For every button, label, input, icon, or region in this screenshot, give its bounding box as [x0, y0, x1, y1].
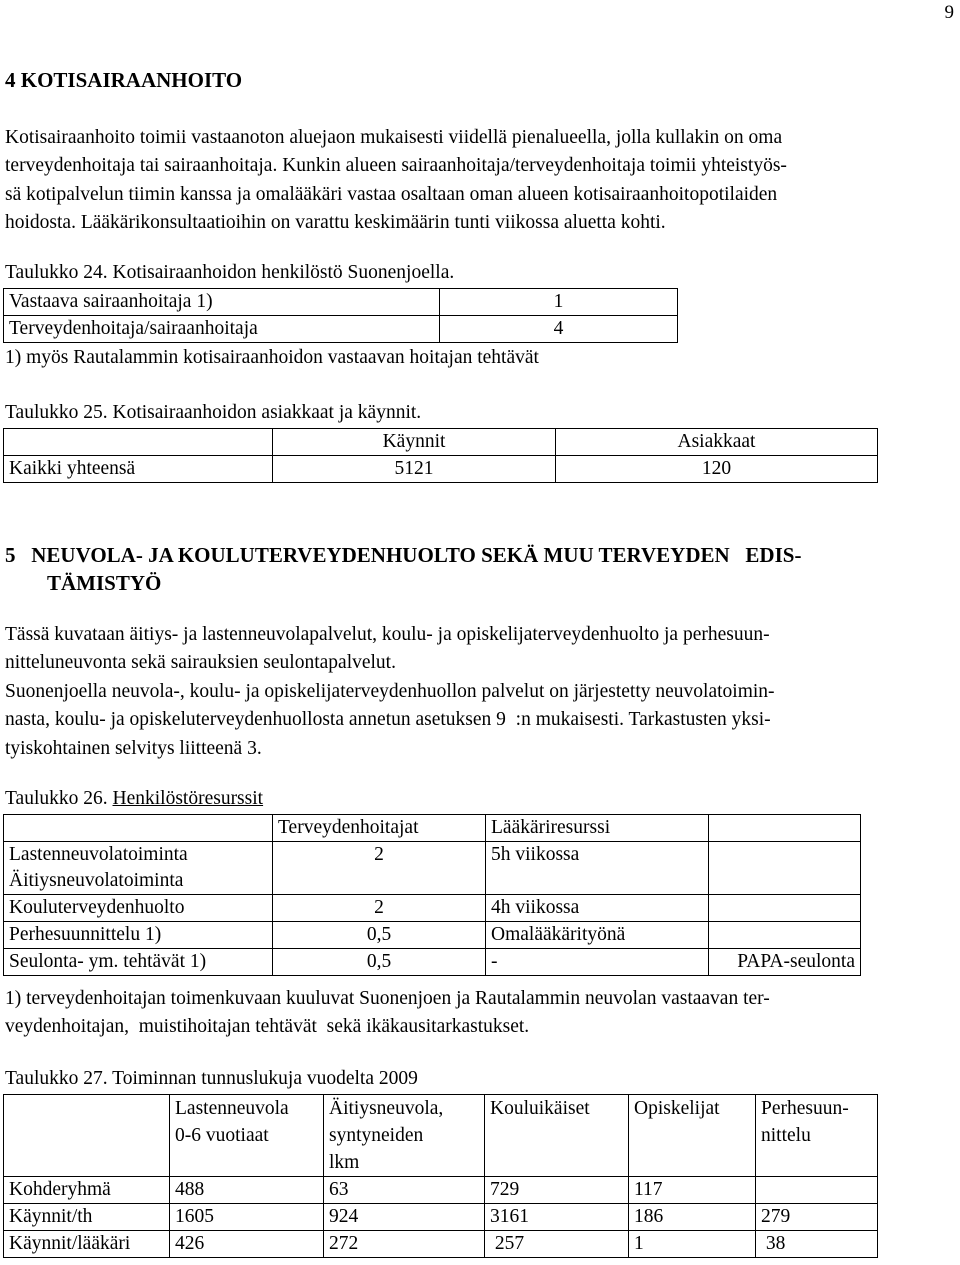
table-header-cell: [4, 815, 273, 842]
table-cell: [709, 842, 861, 895]
footnote-line: veydenhoitajan, muistihoitajan tehtävät sekä ikäkausitarkastukset.: [5, 1016, 530, 1038]
table-27-caption: Taulukko 27. Toiminnan tunnuslukuja vuodelta 2009: [5, 1068, 418, 1089]
table-header-cell: Asiakkaat: [556, 429, 878, 456]
paragraph-line: Kotisairaanhoito toimii vastaanoton aluejaon mukaisesti viidellä pienalueella, jolla kullakin on oma: [5, 127, 783, 148]
table-cell: Vastaava sairaanhoitaja 1): [4, 289, 440, 316]
table-cell: 63: [324, 1177, 485, 1204]
table-24-footnote: 1) myös Rautalammin kotisairaanhoidon vastaavan hoitajan tehtävät: [5, 347, 539, 368]
table-cell: 0,5: [273, 921, 486, 948]
table-cell: [709, 894, 861, 921]
table-row: [4, 456, 878, 483]
table-header-cell: [4, 429, 273, 456]
table-cell: 4h viikossa: [486, 894, 709, 921]
table-header-cell: Kouluikäiset: [485, 1095, 629, 1177]
table-cell: [709, 921, 861, 948]
table-cell: 257: [485, 1231, 629, 1258]
table-header-cell: [709, 815, 861, 842]
table-cell: 1: [629, 1231, 756, 1258]
table-26-caption-title: Henkilöstöresurssit: [112, 788, 264, 809]
table-row: [4, 1095, 878, 1177]
section-5-paragraph-2: [5, 678, 953, 763]
table-row: [4, 842, 861, 895]
table-header-cell: Käynnit: [273, 429, 556, 456]
paragraph-line: sä kotipalvelun tiimin kanssa ja omalääkäri vastaa osaltaan oman alueen kotisairaanhoitopotilaiden: [5, 183, 778, 205]
section-5-heading-line1: 5 NEUVOLA- JA KOULUTERVEYDENHUOLTO SEKÄ MUU TERVEYDEN EDIS-: [5, 543, 802, 567]
table-row: [4, 894, 861, 921]
table-cell: 488: [170, 1177, 324, 1204]
section-4-heading: 4 KOTISAIRAANHOITO: [5, 68, 243, 92]
paragraph-line: Tässä kuvataan äitiys- ja lastenneuvolapalvelut, koulu- ja opiskelijaterveydenhuolto ja perhesuun-: [5, 624, 770, 645]
header-line: syntyneiden: [329, 1125, 424, 1146]
table-cell: [4, 842, 273, 895]
table-row: [4, 1204, 878, 1231]
header-line: Perhesuun-: [761, 1098, 849, 1119]
table-cell: 0,5: [273, 948, 486, 975]
table-row: [4, 316, 678, 343]
table-row: [4, 921, 861, 948]
table-cell: 2: [273, 842, 486, 895]
table-row: [4, 948, 861, 975]
paragraph-line: terveydenhoitaja tai sairaanhoitaja. Kunkin alueen sairaanhoitaja/terveydenhoitaja toimii yhteistyös-: [5, 155, 787, 177]
paragraph-line: nitteluneuvonta sekä sairauksien seulontapalvelut.: [5, 652, 396, 674]
table-cell: [756, 1177, 878, 1204]
table-cell: 38: [756, 1231, 878, 1258]
footnote-line: 1) terveydenhoitajan toimenkuvaan kuuluvat Suonenjoen ja Rautalammin neuvolan vastaavan ter-: [5, 988, 770, 1009]
table-cell: Kaikki yhteensä: [4, 456, 273, 483]
table-header-cell: [4, 1095, 170, 1177]
table-cell: Terveydenhoitaja/sairaanhoitaja: [4, 316, 440, 343]
table-cell: 120: [556, 456, 878, 483]
section-5-heading-line2: TÄMISTYÖ: [47, 571, 162, 595]
table-cell: 5121: [273, 456, 556, 483]
table-cell: Seulonta- ym. tehtävät 1): [4, 948, 273, 975]
paragraph-line: tyiskohtainen selvitys liitteenä 3.: [5, 737, 262, 759]
table-cell: 426: [170, 1231, 324, 1258]
table-cell: Käynnit/lääkäri: [4, 1231, 170, 1258]
table-cell: 279: [756, 1204, 878, 1231]
table-cell: 924: [324, 1204, 485, 1231]
table-cell: PAPA-seulonta: [709, 948, 861, 975]
table-header-cell: Opiskelijat: [629, 1095, 756, 1177]
table-cell: 117: [629, 1177, 756, 1204]
table-cell: 1: [440, 289, 678, 316]
table-cell: Omalääkärityönä: [486, 921, 709, 948]
table-26-footnote: [5, 985, 953, 1042]
table-cell: 3161: [485, 1204, 629, 1231]
table-cell: 5h viikossa: [486, 842, 709, 895]
table-24: [3, 288, 678, 343]
table-cell: 186: [629, 1204, 756, 1231]
header-line: Lastenneuvola: [175, 1098, 289, 1119]
paragraph-line: nasta, koulu- ja opiskeluterveydenhuollosta annetun asetuksen 9 :n mukaisesti. Tarkastusten yksi-: [5, 709, 771, 731]
paragraph-line: hoidosta. Lääkärikonsultaatioihin on varattu keskimäärin tunti viikossa aluetta kohti.: [5, 211, 666, 233]
table-row: [4, 429, 878, 456]
table-cell: 729: [485, 1177, 629, 1204]
table-header-cell: Terveydenhoitajat: [273, 815, 486, 842]
table-cell: Perhesuunnittelu 1): [4, 921, 273, 948]
table-header-cell: Lääkäriresurssi: [486, 815, 709, 842]
section-4-paragraph: [5, 124, 953, 237]
header-line: nittelu: [761, 1125, 811, 1146]
table-26-caption-prefix: Taulukko 26.: [5, 788, 113, 809]
header-line: Äitiysneuvola,: [329, 1098, 444, 1119]
table-24-caption: Taulukko 24. Kotisairaanhoidon henkilöstö Suonenjoella.: [5, 262, 455, 283]
table-26: [3, 814, 861, 976]
table-cell: -: [486, 948, 709, 975]
header-line: lkm: [329, 1152, 360, 1173]
table-row: [4, 1177, 878, 1204]
table-cell: 1605: [170, 1204, 324, 1231]
paragraph-line: Suonenjoella neuvola-, koulu- ja opiskelijaterveydenhuollon palvelut on järjestetty neuvolatoimin-: [5, 681, 775, 702]
table-cell: 4: [440, 316, 678, 343]
section-5-paragraph-1: [5, 621, 953, 678]
table-cell: 272: [324, 1231, 485, 1258]
row-label: Äitiysneuvolatoiminta: [9, 870, 184, 891]
row-label: Lastenneuvolatoiminta: [9, 844, 188, 865]
table-cell: 2: [273, 894, 486, 921]
table-cell: Kouluterveydenhuolto: [4, 894, 273, 921]
table-25: [3, 428, 878, 483]
table-row: [4, 1231, 878, 1258]
page-number: 9: [944, 2, 954, 23]
table-cell: Käynnit/th: [4, 1204, 170, 1231]
table-cell: Kohderyhmä: [4, 1177, 170, 1204]
header-line: 0-6 vuotiaat: [175, 1125, 269, 1146]
table-row: [4, 815, 861, 842]
table-header-cell: [170, 1095, 324, 1177]
table-header-cell: [756, 1095, 878, 1177]
table-header-cell: [324, 1095, 485, 1177]
table-26-caption: [5, 788, 263, 810]
table-27: [3, 1094, 878, 1258]
table-25-caption: Taulukko 25. Kotisairaanhoidon asiakkaat ja käynnit.: [5, 402, 422, 423]
table-row: [4, 289, 678, 316]
